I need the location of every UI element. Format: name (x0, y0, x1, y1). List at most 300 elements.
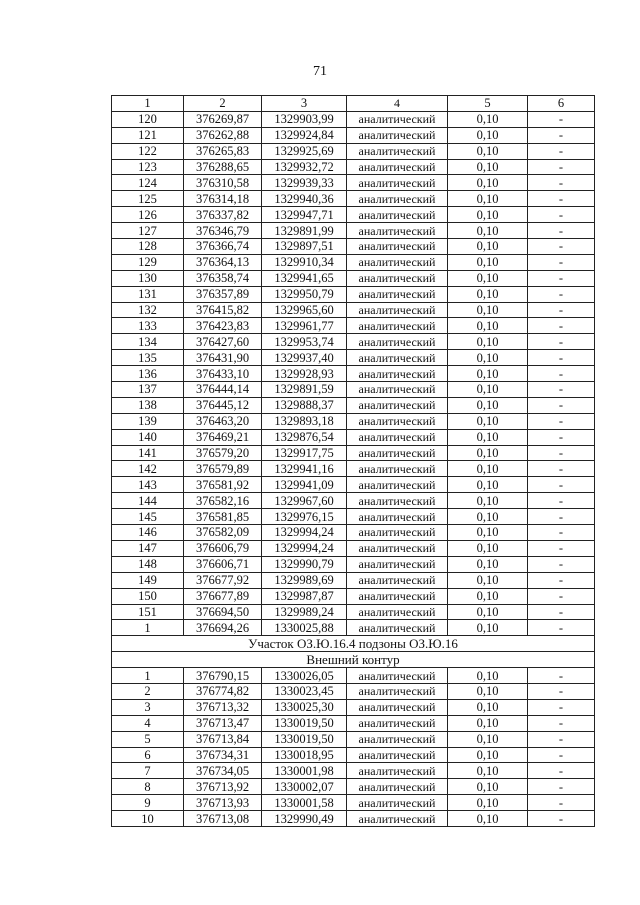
y-coordinate-cell: 1330023,45 (262, 683, 347, 699)
x-coordinate-cell: 376713,32 (184, 699, 262, 715)
point-number-cell: 5 (112, 731, 184, 747)
y-coordinate-cell: 1330002,07 (262, 779, 347, 795)
y-coordinate-cell: 1329897,51 (262, 239, 347, 255)
method-cell: аналитический (347, 795, 448, 811)
x-coordinate-cell: 376713,92 (184, 779, 262, 795)
note-cell: - (528, 239, 595, 255)
y-coordinate-cell: 1329967,60 (262, 493, 347, 509)
accuracy-cell: 0,10 (448, 699, 528, 715)
note-cell: - (528, 477, 595, 493)
x-coordinate-cell: 376427,60 (184, 334, 262, 350)
method-cell: аналитический (347, 191, 448, 207)
table-row (112, 668, 595, 684)
method-cell: аналитический (347, 588, 448, 604)
note-cell: - (528, 461, 595, 477)
method-cell: аналитический (347, 683, 448, 699)
note-cell: - (528, 143, 595, 159)
method-cell: аналитический (347, 413, 448, 429)
accuracy-cell: 0,10 (448, 604, 528, 620)
point-number-cell: 130 (112, 270, 184, 286)
accuracy-cell: 0,10 (448, 620, 528, 636)
table-row (112, 509, 595, 525)
y-coordinate-cell: 1329891,59 (262, 382, 347, 398)
method-cell: аналитический (347, 445, 448, 461)
accuracy-cell: 0,10 (448, 382, 528, 398)
accuracy-cell: 0,10 (448, 715, 528, 731)
y-coordinate-cell: 1329947,71 (262, 207, 347, 223)
accuracy-cell: 0,10 (448, 159, 528, 175)
y-coordinate-cell: 1329928,93 (262, 366, 347, 382)
accuracy-cell: 0,10 (448, 334, 528, 350)
y-coordinate-cell: 1329976,15 (262, 509, 347, 525)
accuracy-cell: 0,10 (448, 461, 528, 477)
point-number-cell: 8 (112, 779, 184, 795)
accuracy-cell: 0,10 (448, 493, 528, 509)
method-cell: аналитический (347, 715, 448, 731)
table-row (112, 366, 595, 382)
point-number-cell: 126 (112, 207, 184, 223)
x-coordinate-cell: 376713,47 (184, 715, 262, 731)
method-cell: аналитический (347, 270, 448, 286)
accuracy-cell: 0,10 (448, 286, 528, 302)
accuracy-cell: 0,10 (448, 366, 528, 382)
subsection-title-row (112, 652, 595, 668)
note-cell: - (528, 286, 595, 302)
method-cell: аналитический (347, 175, 448, 191)
accuracy-cell: 0,10 (448, 588, 528, 604)
x-coordinate-cell: 376288,65 (184, 159, 262, 175)
accuracy-cell: 0,10 (448, 191, 528, 207)
point-number-cell: 129 (112, 254, 184, 270)
method-cell: аналитический (347, 397, 448, 413)
table-row (112, 318, 595, 334)
note-cell: - (528, 699, 595, 715)
method-cell: аналитический (347, 207, 448, 223)
point-number-cell: 146 (112, 525, 184, 541)
accuracy-cell: 0,10 (448, 683, 528, 699)
method-cell: аналитический (347, 540, 448, 556)
table-row (112, 175, 595, 191)
point-number-cell: 124 (112, 175, 184, 191)
method-cell: аналитический (347, 254, 448, 270)
accuracy-cell: 0,10 (448, 223, 528, 239)
y-coordinate-cell: 1329994,24 (262, 525, 347, 541)
point-number-cell: 121 (112, 127, 184, 143)
accuracy-cell: 0,10 (448, 239, 528, 255)
accuracy-cell: 0,10 (448, 175, 528, 191)
x-coordinate-cell: 376364,13 (184, 254, 262, 270)
table-row (112, 556, 595, 572)
table-row (112, 763, 595, 779)
header-row (112, 96, 595, 112)
point-number-cell: 1 (112, 96, 184, 112)
subsection-title: Внешний контур (112, 652, 595, 668)
point-number-cell: 1 (112, 668, 184, 684)
x-coordinate-cell: 376579,89 (184, 461, 262, 477)
x-coordinate-cell: 376582,09 (184, 525, 262, 541)
accuracy-cell: 0,10 (448, 254, 528, 270)
y-coordinate-cell: 1329950,79 (262, 286, 347, 302)
x-coordinate-cell: 376694,50 (184, 604, 262, 620)
note-cell: - (528, 175, 595, 191)
table-row (112, 572, 595, 588)
y-coordinate-cell: 1329940,36 (262, 191, 347, 207)
note-cell: - (528, 223, 595, 239)
table-row (112, 223, 595, 239)
point-number-cell: 148 (112, 556, 184, 572)
table-row (112, 795, 595, 811)
y-coordinate-cell: 1329932,72 (262, 159, 347, 175)
x-coordinate-cell: 376582,16 (184, 493, 262, 509)
table-row (112, 493, 595, 509)
method-cell: аналитический (347, 731, 448, 747)
table-row (112, 525, 595, 541)
method-cell: аналитический (347, 461, 448, 477)
y-coordinate-cell: 1329941,65 (262, 270, 347, 286)
x-coordinate-cell: 376790,15 (184, 668, 262, 684)
y-coordinate-cell: 1330018,95 (262, 747, 347, 763)
note-cell: - (528, 683, 595, 699)
method-cell: аналитический (347, 143, 448, 159)
method-cell: аналитический (347, 302, 448, 318)
point-number-cell: 131 (112, 286, 184, 302)
point-number-cell: 147 (112, 540, 184, 556)
y-coordinate-cell: 1329965,60 (262, 302, 347, 318)
note-cell: - (528, 413, 595, 429)
method-cell: аналитический (347, 382, 448, 398)
accuracy-cell: 0,10 (448, 318, 528, 334)
accuracy-cell: 0,10 (448, 525, 528, 541)
note-cell: - (528, 604, 595, 620)
accuracy-cell: 0,10 (448, 429, 528, 445)
accuracy-cell: 0,10 (448, 763, 528, 779)
y-coordinate-cell: 1329990,49 (262, 811, 347, 827)
method-cell: аналитический (347, 763, 448, 779)
x-coordinate-cell: 376445,12 (184, 397, 262, 413)
note-cell: - (528, 366, 595, 382)
y-coordinate-cell: 1329989,69 (262, 572, 347, 588)
table-row (112, 239, 595, 255)
method-cell: аналитический (347, 747, 448, 763)
point-number-cell: 125 (112, 191, 184, 207)
accuracy-cell: 0,10 (448, 127, 528, 143)
note-cell: - (528, 795, 595, 811)
y-coordinate-cell: 1330019,50 (262, 731, 347, 747)
table-row (112, 382, 595, 398)
table-row (112, 207, 595, 223)
note-cell: - (528, 509, 595, 525)
x-coordinate-cell: 376581,85 (184, 509, 262, 525)
accuracy-cell: 5 (448, 96, 528, 112)
x-coordinate-cell: 376694,26 (184, 620, 262, 636)
table-row (112, 779, 595, 795)
section-title: Участок ОЗ.Ю.16.4 подзоны ОЗ.Ю.16 (112, 636, 595, 652)
method-cell: аналитический (347, 699, 448, 715)
x-coordinate-cell: 376713,84 (184, 731, 262, 747)
x-coordinate-cell: 376423,83 (184, 318, 262, 334)
method-cell: аналитический (347, 223, 448, 239)
y-coordinate-cell: 1329953,74 (262, 334, 347, 350)
accuracy-cell: 0,10 (448, 143, 528, 159)
table-row (112, 540, 595, 556)
note-cell: - (528, 572, 595, 588)
point-number-cell: 143 (112, 477, 184, 493)
point-number-cell: 122 (112, 143, 184, 159)
x-coordinate-cell: 376269,87 (184, 111, 262, 127)
y-coordinate-cell: 1330025,30 (262, 699, 347, 715)
x-coordinate-cell: 376774,82 (184, 683, 262, 699)
y-coordinate-cell: 1329917,75 (262, 445, 347, 461)
table-row (112, 715, 595, 731)
point-number-cell: 140 (112, 429, 184, 445)
note-cell: - (528, 334, 595, 350)
y-coordinate-cell: 1330001,58 (262, 795, 347, 811)
x-coordinate-cell: 376469,21 (184, 429, 262, 445)
note-cell: - (528, 556, 595, 572)
y-coordinate-cell: 1329925,69 (262, 143, 347, 159)
method-cell: аналитический (347, 366, 448, 382)
point-number-cell: 3 (112, 699, 184, 715)
method-cell: аналитический (347, 477, 448, 493)
accuracy-cell: 0,10 (448, 445, 528, 461)
table-row (112, 302, 595, 318)
method-cell: аналитический (347, 509, 448, 525)
x-coordinate-cell: 376579,20 (184, 445, 262, 461)
note-cell: - (528, 397, 595, 413)
note-cell: - (528, 715, 595, 731)
accuracy-cell: 0,10 (448, 811, 528, 827)
table-row (112, 461, 595, 477)
point-number-cell: 139 (112, 413, 184, 429)
point-number-cell: 7 (112, 763, 184, 779)
note-cell: - (528, 445, 595, 461)
point-number-cell: 6 (112, 747, 184, 763)
point-number-cell: 132 (112, 302, 184, 318)
method-cell: аналитический (347, 620, 448, 636)
y-coordinate-cell: 1329910,34 (262, 254, 347, 270)
table-row (112, 699, 595, 715)
accuracy-cell: 0,10 (448, 540, 528, 556)
table-row (112, 334, 595, 350)
note-cell: - (528, 127, 595, 143)
note-cell: - (528, 731, 595, 747)
table-row (112, 413, 595, 429)
table-row (112, 254, 595, 270)
note-cell: - (528, 763, 595, 779)
page-number: 71 (313, 64, 327, 79)
x-coordinate-cell: 376358,74 (184, 270, 262, 286)
point-number-cell: 151 (112, 604, 184, 620)
accuracy-cell: 0,10 (448, 556, 528, 572)
method-cell: аналитический (347, 286, 448, 302)
x-coordinate-cell: 376734,05 (184, 763, 262, 779)
note-cell: - (528, 668, 595, 684)
y-coordinate-cell: 1329941,16 (262, 461, 347, 477)
x-coordinate-cell: 376444,14 (184, 382, 262, 398)
table-row (112, 270, 595, 286)
point-number-cell: 9 (112, 795, 184, 811)
y-coordinate-cell: 1329876,54 (262, 429, 347, 445)
accuracy-cell: 0,10 (448, 350, 528, 366)
y-coordinate-cell: 1329961,77 (262, 318, 347, 334)
point-number-cell: 135 (112, 350, 184, 366)
method-cell: 4 (347, 96, 448, 112)
point-number-cell: 141 (112, 445, 184, 461)
method-cell: аналитический (347, 572, 448, 588)
x-coordinate-cell: 376265,83 (184, 143, 262, 159)
x-coordinate-cell: 376463,20 (184, 413, 262, 429)
table-row (112, 350, 595, 366)
accuracy-cell: 0,10 (448, 397, 528, 413)
y-coordinate-cell: 1329924,84 (262, 127, 347, 143)
y-coordinate-cell: 1330025,88 (262, 620, 347, 636)
note-cell: - (528, 159, 595, 175)
table-row (112, 159, 595, 175)
point-number-cell: 133 (112, 318, 184, 334)
point-number-cell: 150 (112, 588, 184, 604)
method-cell: аналитический (347, 604, 448, 620)
table-row (112, 445, 595, 461)
method-cell: аналитический (347, 159, 448, 175)
table-row (112, 477, 595, 493)
table-row (112, 620, 595, 636)
method-cell: аналитический (347, 111, 448, 127)
method-cell: аналитический (347, 525, 448, 541)
point-number-cell: 4 (112, 715, 184, 731)
accuracy-cell: 0,10 (448, 111, 528, 127)
note-cell: - (528, 540, 595, 556)
method-cell: аналитический (347, 493, 448, 509)
method-cell: аналитический (347, 429, 448, 445)
y-coordinate-cell: 1330001,98 (262, 763, 347, 779)
y-coordinate-cell: 1330026,05 (262, 668, 347, 684)
note-cell: - (528, 111, 595, 127)
note-cell: - (528, 191, 595, 207)
accuracy-cell: 0,10 (448, 413, 528, 429)
note-cell: - (528, 747, 595, 763)
x-coordinate-cell: 376431,90 (184, 350, 262, 366)
table-row (112, 588, 595, 604)
note-cell: - (528, 350, 595, 366)
table-row (112, 731, 595, 747)
y-coordinate-cell: 1329903,99 (262, 111, 347, 127)
x-coordinate-cell: 376677,89 (184, 588, 262, 604)
x-coordinate-cell: 376713,08 (184, 811, 262, 827)
y-coordinate-cell: 1329989,24 (262, 604, 347, 620)
method-cell: аналитический (347, 239, 448, 255)
table-row (112, 429, 595, 445)
table-row (112, 747, 595, 763)
point-number-cell: 136 (112, 366, 184, 382)
x-coordinate-cell: 376310,58 (184, 175, 262, 191)
note-cell: - (528, 302, 595, 318)
accuracy-cell: 0,10 (448, 302, 528, 318)
table-row (112, 397, 595, 413)
accuracy-cell: 0,10 (448, 572, 528, 588)
point-number-cell: 145 (112, 509, 184, 525)
y-coordinate-cell: 1329888,37 (262, 397, 347, 413)
accuracy-cell: 0,10 (448, 270, 528, 286)
point-number-cell: 1 (112, 620, 184, 636)
y-coordinate-cell: 3 (262, 96, 347, 112)
x-coordinate-cell: 376366,74 (184, 239, 262, 255)
method-cell: аналитический (347, 811, 448, 827)
point-number-cell: 138 (112, 397, 184, 413)
accuracy-cell: 0,10 (448, 477, 528, 493)
method-cell: аналитический (347, 127, 448, 143)
x-coordinate-cell: 376415,82 (184, 302, 262, 318)
accuracy-cell: 0,10 (448, 509, 528, 525)
note-cell: - (528, 588, 595, 604)
note-cell: - (528, 382, 595, 398)
table-row (112, 127, 595, 143)
x-coordinate-cell: 2 (184, 96, 262, 112)
note-cell: - (528, 207, 595, 223)
point-number-cell: 142 (112, 461, 184, 477)
accuracy-cell: 0,10 (448, 731, 528, 747)
table-row (112, 811, 595, 827)
point-number-cell: 120 (112, 111, 184, 127)
method-cell: аналитический (347, 779, 448, 795)
x-coordinate-cell: 376314,18 (184, 191, 262, 207)
x-coordinate-cell: 376433,10 (184, 366, 262, 382)
table-row (112, 604, 595, 620)
x-coordinate-cell: 376713,93 (184, 795, 262, 811)
point-number-cell: 149 (112, 572, 184, 588)
method-cell: аналитический (347, 556, 448, 572)
note-cell: - (528, 429, 595, 445)
note-cell: - (528, 270, 595, 286)
method-cell: аналитический (347, 334, 448, 350)
x-coordinate-cell: 376606,71 (184, 556, 262, 572)
note-cell: - (528, 254, 595, 270)
x-coordinate-cell: 376677,92 (184, 572, 262, 588)
point-number-cell: 128 (112, 239, 184, 255)
point-number-cell: 10 (112, 811, 184, 827)
x-coordinate-cell: 376581,92 (184, 477, 262, 493)
method-cell: аналитический (347, 350, 448, 366)
method-cell: аналитический (347, 318, 448, 334)
note-cell: - (528, 493, 595, 509)
table-row (112, 286, 595, 302)
accuracy-cell: 0,10 (448, 747, 528, 763)
x-coordinate-cell: 376357,89 (184, 286, 262, 302)
point-number-cell: 144 (112, 493, 184, 509)
section-title-row (112, 636, 595, 652)
x-coordinate-cell: 376734,31 (184, 747, 262, 763)
note-cell: - (528, 779, 595, 795)
y-coordinate-cell: 1329994,24 (262, 540, 347, 556)
table-row (112, 191, 595, 207)
accuracy-cell: 0,10 (448, 795, 528, 811)
note-cell: - (528, 620, 595, 636)
accuracy-cell: 0,10 (448, 668, 528, 684)
table-row (112, 683, 595, 699)
x-coordinate-cell: 376337,82 (184, 207, 262, 223)
accuracy-cell: 0,10 (448, 779, 528, 795)
note-cell: - (528, 318, 595, 334)
point-number-cell: 123 (112, 159, 184, 175)
point-number-cell: 134 (112, 334, 184, 350)
y-coordinate-cell: 1329939,33 (262, 175, 347, 191)
point-number-cell: 137 (112, 382, 184, 398)
note-cell: 6 (528, 96, 595, 112)
y-coordinate-cell: 1329891,99 (262, 223, 347, 239)
y-coordinate-cell: 1329937,40 (262, 350, 347, 366)
y-coordinate-cell: 1329941,09 (262, 477, 347, 493)
x-coordinate-cell: 376606,79 (184, 540, 262, 556)
x-coordinate-cell: 376262,88 (184, 127, 262, 143)
